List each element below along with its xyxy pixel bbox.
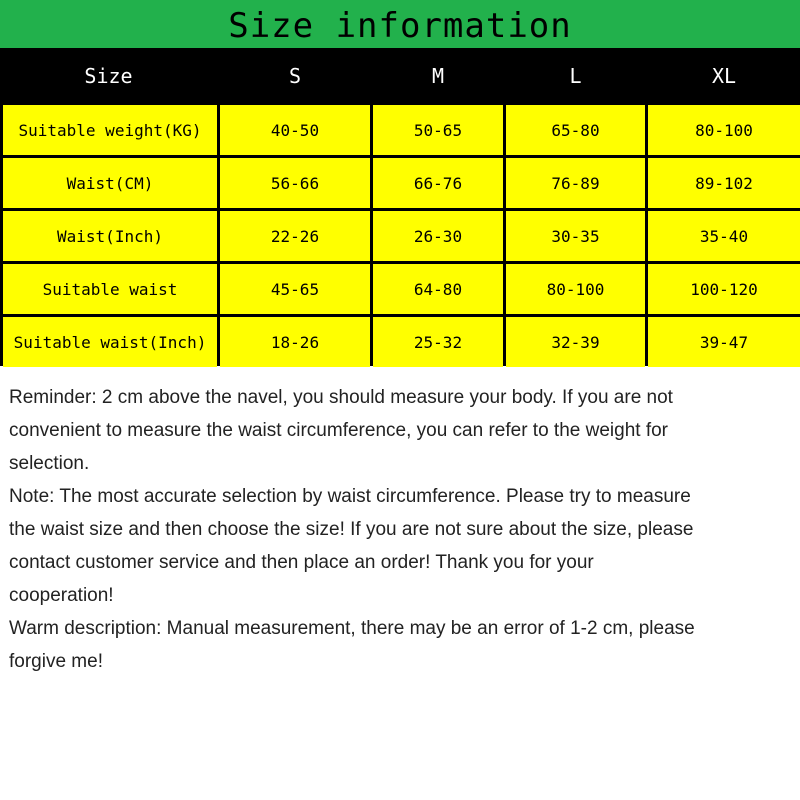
table-cell: 66-76 [373, 158, 503, 208]
table-cell: 45-65 [220, 264, 370, 314]
size-chart-grid [0, 102, 800, 366]
table-cell: 100-120 [648, 264, 800, 314]
table-cell: 50-65 [373, 105, 503, 155]
table-row [0, 317, 800, 367]
table-row [0, 105, 800, 155]
table-cell: 32-39 [506, 317, 645, 367]
size-notes [9, 381, 699, 678]
table-cell: 40-50 [220, 105, 370, 155]
table-row [0, 211, 800, 261]
header-cell-size: Size [84, 64, 133, 88]
table-row [0, 264, 800, 314]
table-cell: 22-26 [220, 211, 370, 261]
header-cell-l: L [569, 64, 582, 88]
table-cell: 80-100 [648, 105, 800, 155]
table-cell: 80-100 [506, 264, 645, 314]
header-cell-m: M [431, 64, 445, 88]
size-chart-title: Size information [228, 6, 572, 46]
table-cell: 35-40 [648, 211, 800, 261]
row-label: Waist(Inch) [3, 211, 217, 261]
size-chart-header-row [0, 50, 800, 102]
warm-description-text: Warm description: Manual measurement, there may be an error of 1-2 cm, please forgive me! [9, 618, 695, 672]
row-label: Suitable weight(KG) [3, 105, 217, 155]
table-cell: 39-47 [648, 317, 800, 367]
table-cell: 56-66 [220, 158, 370, 208]
table-cell: 89-102 [648, 158, 800, 208]
header-cell-xl: XL [711, 64, 737, 88]
table-cell: 76-89 [506, 158, 645, 208]
header-cell-s: S [288, 64, 302, 88]
size-chart [0, 0, 800, 368]
table-cell: 64-80 [373, 264, 503, 314]
table-cell: 65-80 [506, 105, 645, 155]
table-cell: 25-32 [373, 317, 503, 367]
note-text: Note: The most accurate selection by waist circumference. Please try to measure the waist size and then choose the size! If you are not sure about the size, please contact customer service and then place an order! Thank you for your cooperation! [9, 486, 694, 606]
table-cell: 26-30 [373, 211, 503, 261]
table-cell: 30-35 [506, 211, 645, 261]
reminder-text: Reminder: 2 cm above the navel, you should measure your body. If you are not convenient to measure the waist circumference, you can refer to the weight for selection. [9, 387, 673, 474]
row-label: Waist(CM) [3, 158, 217, 208]
table-cell: 18-26 [220, 317, 370, 367]
table-row [0, 158, 800, 208]
row-label: Suitable waist(Inch) [3, 317, 217, 367]
size-chart-title-bar [0, 0, 800, 50]
row-label: Suitable waist [3, 264, 217, 314]
